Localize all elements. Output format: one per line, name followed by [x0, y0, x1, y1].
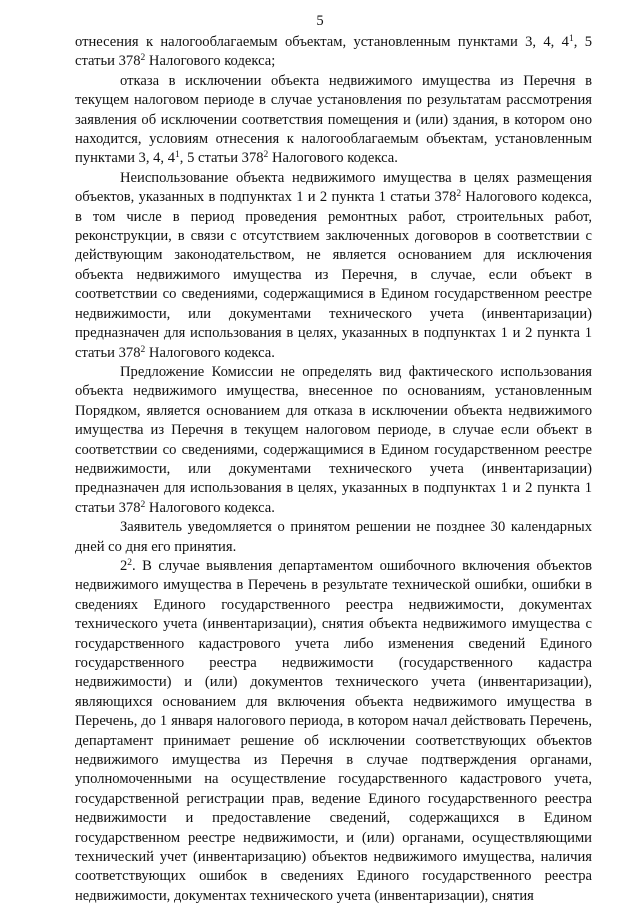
paragraph	[75, 72, 592, 169]
paragraph-text: отнесения к налогооблагаемым объектам, установленным пунктами 3, 4, 4	[75, 34, 569, 50]
paragraph-text: Неиспользование объекта недвижимого имущества в целях размещения объектов, указанных в подпунктах 1 и 2 пункта 1 статьи 378	[75, 169, 592, 206]
page-number: 5	[316, 13, 324, 29]
paragraph-text: , 5 статьи 378	[179, 150, 264, 167]
paragraph-text: Налогового кодекса;	[145, 53, 276, 70]
paragraph-text: Налогового кодекса.	[145, 499, 275, 516]
paragraph	[75, 169, 592, 363]
paragraph-text: . В случае выявления департаментом ошибочного включения объектов недвижимого имущества в Перечень в результате технической ошибки, ошибки в сведениях Единого государственного реестра недвижимости, документах технического учета (инвентаризации), снятия объекта недвижимого имущества с государственного кадастрового учета либо изменения сведений Единого государственного реестра недвижимости (государственного кадастра недвижимости) и (или) документов технического учета (инвентаризации), являющихся основанием для включения объекта недвижимого имущества в Перечень, до 1 января налогового периода, в котором начал действовать Перечень, департамент принимает решение об исключении соответствующих объектов недвижимого имущества из Перечня в случае подтверждения органами, уполномоченными на осуществление государственного кадастрового учета, государственной регистрации прав, ведение Единого государственного реестра недвижимости и предоставление сведений, содержащихся в Едином государственном реестре недвижимости, и (или) органами, осуществляющими технический учет (инвентаризацию) объектов недвижимого имущества, наличия соответствующих ошибок в сведениях Единого государственного реестра недвижимости, документах технического учета (инвентаризации), снятия	[75, 557, 592, 904]
paragraph-text: Налогового кодекса.	[268, 150, 398, 167]
paragraph-text: Заявитель уведомляется о принятом решении не позднее 30 календарных дней со дня его принятия.	[75, 519, 592, 555]
superscript: 1	[175, 150, 180, 161]
paragraph-text: 2	[120, 557, 128, 574]
paragraph	[75, 557, 592, 906]
document-body	[75, 33, 592, 906]
paragraph	[75, 518, 592, 557]
paragraph-text: Налогового кодекса.	[145, 344, 275, 361]
superscript: 2	[140, 53, 146, 64]
superscript: 2	[263, 150, 269, 161]
paragraph-text: Предложение Комиссии не определять вид фактического использования объекта недвижимого имущества, внесенное по основаниям, установленным Порядком, является основанием для отказа в исключении объекта недвижимого имущества из Перечня в текущем налоговом периоде, в случае если объект в соответствии со сведениями, содержащимися в Едином государственном реестре недвижимости, или документами технического учета (инвентаризации) предназначен для использования в целях, указанных в подпунктах 1 и 2 пункта 1 статьи 378	[75, 363, 592, 516]
paragraph-text: Налогового кодекса, в том числе в период проведения ремонтных работ, строительных работ, реконструкции, в связи с отсутствием заключенных договоров в соответствии с действующим законодательством, не является основанием для исключения объекта недвижимого имущества из Перечня, в случае, если объект в соответствии со сведениями, содержащимися в Едином государственном реестре недвижимости, или документами технического учета (инвентаризации) предназначен для использования в целях, указанных в подпунктах 1 и 2 пункта 1 статьи 378	[75, 189, 592, 361]
paragraph	[75, 33, 592, 72]
paragraph-text: , 5 статьи 378	[75, 34, 593, 70]
paragraph	[75, 363, 592, 518]
superscript: 2	[456, 189, 462, 200]
paragraph-text: отказа в исключении объекта недвижимого имущества из Перечня в текущем налоговом периоде в случае установления по результатам рассмотрения заявления об исключении соответствия помещения и (или) здания, в котором оно находится, условиям отнесения к налогооблагаемым объектам, установленным пунктами 3, 4, 4	[75, 72, 592, 167]
superscript: 1	[568, 34, 574, 44]
superscript: 2	[127, 557, 133, 568]
superscript: 2	[140, 499, 146, 510]
superscript: 2	[140, 344, 146, 355]
